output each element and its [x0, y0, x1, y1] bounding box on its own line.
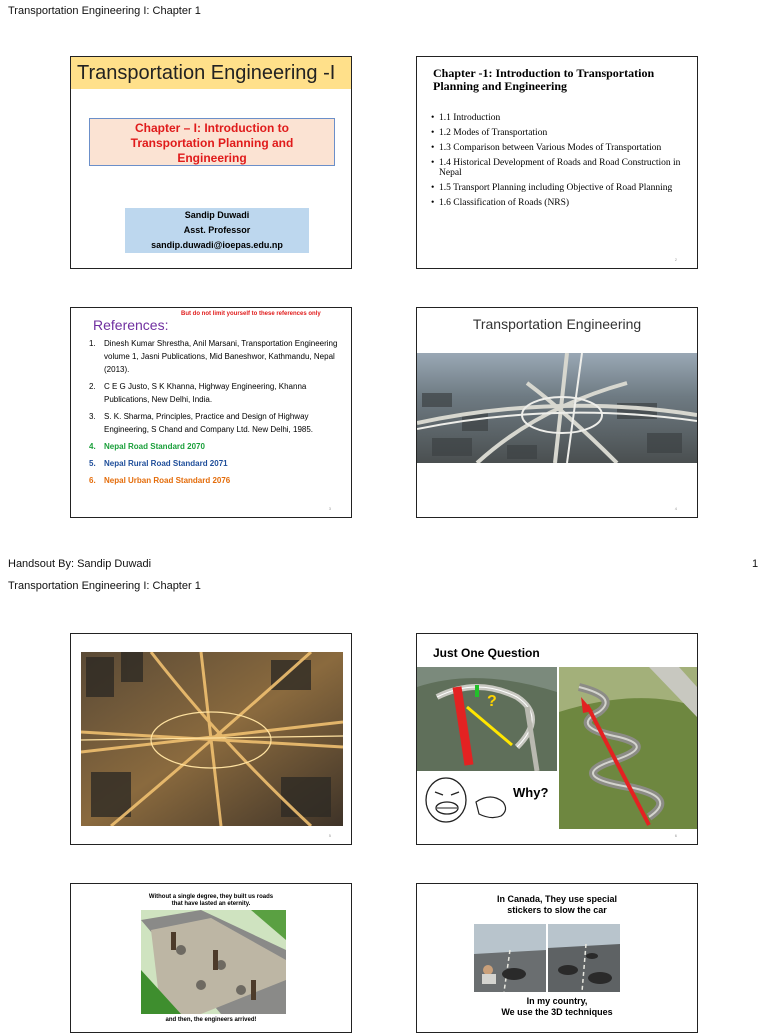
- reference-item: [89, 457, 344, 470]
- reference-number: 2.: [89, 382, 96, 391]
- caption-line: Without a single degree, they built us roads: [148, 894, 274, 900]
- reference-item: [89, 337, 344, 376]
- chapter-box: [89, 118, 335, 166]
- page-footer-number: 1: [752, 558, 759, 570]
- reference-text: Dinesh Kumar Shrestha, Anil Marsani, Transportation Engineering volume 1, Jasni Publications, Mid Baneshwor, Kathmandu, Nepal (2013).: [104, 339, 338, 374]
- slide-heading: Just One Question: [433, 646, 540, 660]
- topic-item: • 1.3 Comparison between Various Modes of Transportation: [431, 143, 693, 153]
- reference-text: S. K. Sharma, Principles, Practice and Design of Highway Engineering, S Chand and Company Ltd. New Delhi, 1985.: [104, 412, 314, 434]
- question-mark: ?: [487, 693, 497, 710]
- topic-list: [431, 113, 693, 213]
- slide-engineers-meme: [70, 883, 352, 1033]
- rage-face-meme: [421, 772, 511, 830]
- potholes-photo: [548, 924, 620, 992]
- reference-number: 1.: [89, 339, 96, 348]
- reference-item: [89, 474, 344, 487]
- reference-item: [89, 410, 344, 436]
- caption-line: stickers to slow the car: [507, 905, 607, 915]
- author-box: [125, 208, 309, 253]
- caption-line: In my country,: [526, 996, 588, 1006]
- slide-road-stickers-meme: [416, 883, 698, 1033]
- caption-line: In Canada, They use special: [496, 894, 618, 904]
- topic-item: • 1.4 Historical Development of Roads and Road Construction in Nepal: [431, 158, 693, 178]
- zigzag-mountain-road-photo: [559, 667, 697, 829]
- references-list: [89, 337, 344, 491]
- author-name: Sandip Duwadi: [184, 210, 250, 220]
- chapter-heading: Chapter -1: Introduction to Transportation Planning and Engineering: [433, 66, 655, 93]
- meme-caption-top: [457, 894, 657, 916]
- slide-page-number: 2: [674, 257, 677, 262]
- slide-just-one-question: [416, 633, 698, 845]
- reference-number: 6.: [89, 476, 96, 485]
- references-title: References:: [93, 317, 169, 333]
- city-traffic-night-photo: [81, 652, 343, 826]
- references-note: But do not limit yourself to these references only: [181, 311, 321, 317]
- slide-title: [70, 56, 352, 269]
- meme-caption-top: [111, 894, 311, 908]
- chapter-line: Chapter – I: Introduction to: [135, 121, 289, 135]
- curved-road-photo: [417, 667, 557, 771]
- slide-references: [70, 307, 352, 518]
- roman-road-illustration: [141, 910, 286, 1014]
- slide-page-number: 3: [328, 506, 331, 511]
- topic-item: • 1.6 Classification of Roads (NRS): [431, 198, 693, 208]
- reference-text: C E G Justo, S K Khanna, Highway Engineering, Khanna Publications, New Delhi, India.: [104, 382, 307, 404]
- slide-page-number: 4: [674, 506, 677, 511]
- road-sticker-photo: [474, 924, 546, 992]
- caption-line: that have lasted an eternity.: [171, 901, 251, 907]
- why-caption: Why?: [513, 785, 549, 800]
- page-header: Transportation Engineering I: Chapter 1: [8, 5, 201, 17]
- slide-page-number: 5: [328, 833, 331, 838]
- reference-item: [89, 380, 344, 406]
- author-position: Asst. Professor: [183, 225, 251, 235]
- meme-caption-bottom: [457, 996, 657, 1018]
- author-email: sandip.duwadi@ioepas.edu.np: [151, 240, 283, 250]
- reference-text: Nepal Road Standard 2070: [104, 442, 205, 451]
- chapter-line: Transportation Planning and: [130, 136, 294, 150]
- page-footer-author: Handsout By: Sandip Duwadi: [8, 558, 152, 570]
- presentation-title: Transportation Engineering -I: [71, 57, 351, 89]
- slide-city-traffic: [70, 633, 352, 845]
- chapter-line: Engineering: [177, 151, 247, 165]
- reference-item: [89, 440, 344, 453]
- reference-text: Nepal Urban Road Standard 2076: [104, 476, 231, 485]
- meme-caption-bottom: and then, the engineers arrived!: [165, 1017, 257, 1023]
- topic-item: • 1.5 Transport Planning including Objective of Road Planning: [431, 183, 693, 193]
- highway-interchange-photo: [417, 353, 697, 463]
- topic-item: • 1.2 Modes of Transportation: [431, 128, 693, 138]
- slide-transportation-engineering: [416, 307, 698, 518]
- caption-line: We use the 3D techniques: [501, 1007, 613, 1017]
- slide-page-number: 6: [674, 833, 677, 838]
- slide-heading: Transportation Engineering: [472, 316, 642, 332]
- page-header: Transportation Engineering I: Chapter 1: [8, 580, 201, 592]
- topic-item: • 1.1 Introduction: [431, 113, 693, 123]
- reference-text: Nepal Rural Road Standard 2071: [104, 459, 228, 468]
- reference-number: 4.: [89, 442, 96, 451]
- reference-number: 3.: [89, 412, 96, 421]
- reference-number: 5.: [89, 459, 96, 468]
- slide-contents: [416, 56, 698, 269]
